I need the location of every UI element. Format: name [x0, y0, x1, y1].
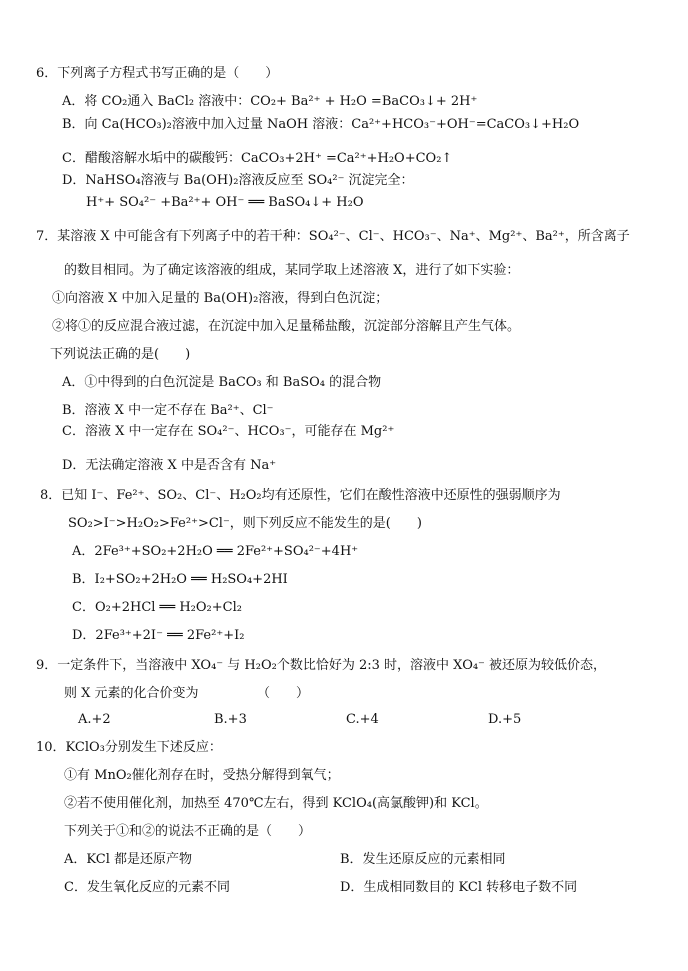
q10-stem: 10．KClO₃分别发生下述反应：	[36, 740, 222, 755]
q8-option-c: C．O₂+2HCl ══ H₂O₂+Cl₂	[72, 600, 242, 615]
q10-reaction-1: ①有 MnO₂催化剂存在时，受热分解得到氧气；	[64, 768, 340, 783]
q8-stem-line2: SO₂>I⁻>H₂O₂>Fe²⁺>Cl⁻，则下列反应不能发生的是( )	[68, 516, 422, 531]
q10-option-b: B．发生还原反应的元素相同	[340, 852, 506, 867]
q9-option-c: C.+4	[346, 712, 379, 727]
q9-stem-line1: 9．一定条件下，当溶液中 XO₄⁻ 与 H₂O₂个数比恰好为 2:3 时，溶液中 XO₄⁻ 被还原为较低价态，	[36, 658, 607, 673]
q8-stem-line1: 8．已知 I⁻、Fe²⁺、SO₂、Cl⁻、H₂O₂均有还原性，它们在酸性溶液中还原性的强弱顺序为	[40, 488, 561, 503]
q6-stem: 6．下列离子方程式书写正确的是（ ）	[36, 66, 279, 81]
q9-option-a: A.+2	[78, 712, 111, 727]
q6-option-c: C．醋酸溶解水垢中的碳酸钙：CaCO₃+2H⁺ =Ca²⁺+H₂O+CO₂↑	[62, 151, 453, 166]
q6-option-d-equation: H⁺+ SO₄²⁻ +Ba²⁺+ OH⁻ ══ BaSO₄↓+ H₂O	[86, 195, 364, 210]
q7-option-d: D．无法确定溶液 X 中是否含有 Na⁺	[62, 458, 277, 473]
q7-ask: 下列说法正确的是( )	[50, 347, 191, 362]
q7-step2: ②将①的反应混合液过滤，在沉淀中加入足量稀盐酸，沉淀部分溶解且产生气体。	[52, 319, 521, 334]
q10-option-d: D．生成相同数目的 KCl 转移电子数不同	[340, 880, 578, 895]
q6-option-b: B．向 Ca(HCO₃)₂溶液中加入过量 NaOH 溶液：Ca²⁺+HCO₃⁻+OH⁻=CaCO₃↓+H₂O	[62, 117, 580, 132]
q7-option-b: B．溶液 X 中一定不存在 Ba²⁺、Cl⁻	[62, 403, 274, 418]
q10-option-a: A．KCl 都是还原产物	[64, 852, 192, 867]
q9-option-b: B.+3	[214, 712, 247, 727]
q10-option-c: C．发生氧化反应的元素不同	[64, 880, 230, 895]
q7-stem-line1: 7．某溶液 X 中可能含有下列离子中的若干种：SO₄²⁻、Cl⁻、HCO₃⁻、Na⁺、Mg²⁺、Ba²⁺，所含离子	[36, 229, 630, 244]
q6-option-d: D．NaHSO₄溶液与 Ba(OH)₂溶液反应至 SO₄²⁻ 沉淀完全：	[62, 173, 414, 188]
q7-option-c: C．溶液 X 中一定存在 SO₄²⁻、HCO₃⁻，可能存在 Mg²⁺	[62, 424, 395, 439]
q8-option-b: B．I₂+SO₂+2H₂O ══ H₂SO₄+2HI	[72, 572, 288, 587]
q9-stem-line2: 则 X 元素的化合价变为 （ ）	[64, 686, 310, 701]
q10-reaction-2: ②若不使用催化剂，加热至 470℃左右，得到 KClO₄(高氯酸钾)和 KCl。	[64, 796, 488, 811]
q7-step1: ①向溶液 X 中加入足量的 Ba(OH)₂溶液，得到白色沉淀；	[52, 291, 389, 306]
q6-option-a: A．将 CO₂通入 BaCl₂ 溶液中：CO₂+ Ba²⁺ + H₂O =BaCO₃↓+ 2H⁺	[62, 94, 478, 109]
q10-ask: 下列关于①和②的说法不正确的是（ ）	[64, 824, 312, 839]
q7-stem-line2: 的数目相同。为了确定该溶液的组成，某同学取上述溶液 X，进行了如下实验：	[64, 263, 520, 278]
q9-option-d: D.+5	[488, 712, 522, 727]
q8-option-d: D．2Fe³⁺+2I⁻ ══ 2Fe²⁺+I₂	[72, 628, 245, 643]
q7-option-a: A．①中得到的白色沉淀是 BaCO₃ 和 BaSO₄ 的混合物	[62, 375, 382, 390]
q8-option-a: A．2Fe³⁺+SO₂+2H₂O ══ 2Fe²⁺+SO₄²⁻+4H⁺	[72, 544, 359, 559]
